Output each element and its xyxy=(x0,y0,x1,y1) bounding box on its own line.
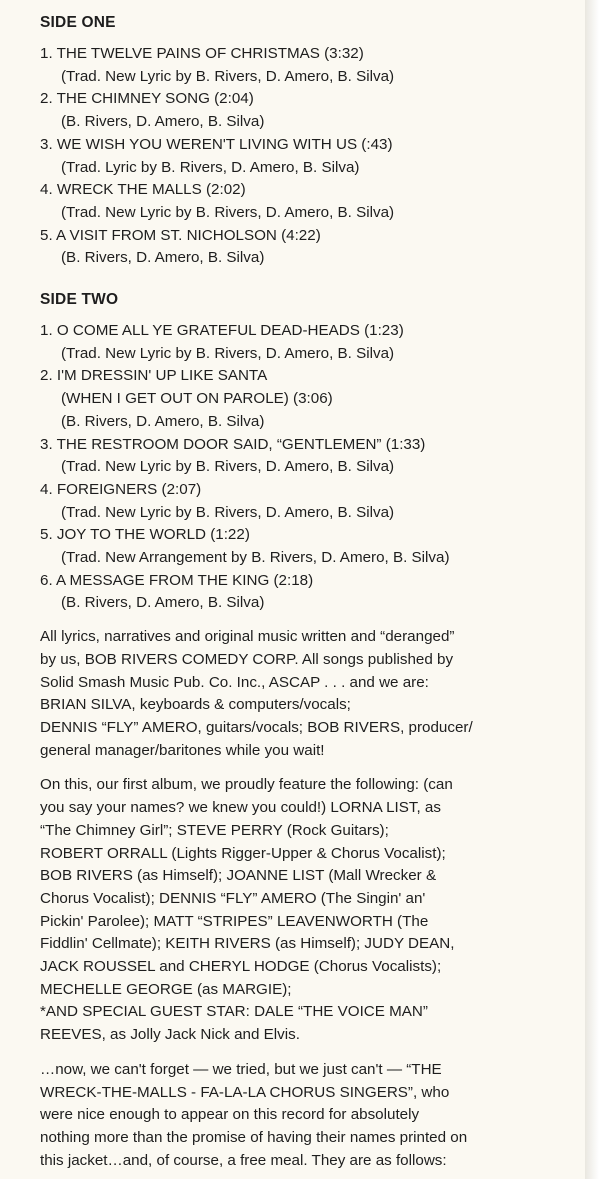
side-two-heading: SIDE TWO xyxy=(40,291,119,309)
paragraph-line: Chorus Vocalist); DENNIS “FLY” AMERO (The Singin' an' xyxy=(40,889,426,907)
paragraph-line: Pickin' Parolee); MATT “STRIPES” LEAVENWORTH (The xyxy=(40,912,429,930)
paragraph-line: All lyrics, narratives and original music written and “deranged” xyxy=(40,628,455,646)
track-item xyxy=(40,179,585,224)
track-credit: (Trad. Lyric by B. Rivers, D. Amero, B. Silva) xyxy=(61,158,360,176)
paragraph-line: …now, we can't forget — we tried, but we just can't — “THE xyxy=(40,1060,442,1078)
track-credit: (B. Rivers, D. Amero, B. Silva) xyxy=(61,412,265,430)
track-credit: (Trad. New Arrangement by B. Rivers, D. Amero, B. Silva) xyxy=(61,549,450,567)
paragraph-line: you say your names? we knew you could!) LORNA LIST, as xyxy=(40,799,441,817)
track-title: 4. WRECK THE MALLS (2:02) xyxy=(40,181,246,199)
paragraph-line: JACK ROUSSEL and CHERYL HODGE (Chorus Vocalists); xyxy=(40,958,442,976)
track-credit: (B. Rivers, D. Amero, B. Silva) xyxy=(61,594,265,612)
page-edge-shadow xyxy=(585,0,599,1179)
chorus-paragraph xyxy=(40,1059,580,1173)
track-item xyxy=(40,88,585,133)
paragraph-line: On this, our first album, we proudly feature the following: (can xyxy=(40,776,453,794)
track-title: 6. A MESSAGE FROM THE KING (2:18) xyxy=(40,571,314,589)
side-one-section xyxy=(40,14,585,270)
paragraph-line: nothing more than the promise of having their names printed on xyxy=(40,1128,468,1146)
paragraph-line: MECHELLE GEORGE (as MARGIE); xyxy=(40,980,292,998)
credits-paragraph xyxy=(40,626,580,762)
track-item xyxy=(40,524,585,569)
side-one-heading: SIDE ONE xyxy=(40,14,116,31)
paragraph-line: BRIAN SILVA, keyboards & computers/vocals; xyxy=(40,696,351,714)
track-item xyxy=(40,225,585,270)
side-two-track-list xyxy=(40,320,585,615)
paragraph-line: ROBERT ORRALL (Lights Rigger-Upper & Chorus Vocalist); xyxy=(40,844,446,862)
track-subtitle: (WHEN I GET OUT ON PAROLE) (3:06) xyxy=(61,390,333,408)
paragraph-line: *AND SPECIAL GUEST STAR: DALE “THE VOICE MAN” xyxy=(40,1003,428,1021)
paragraph-line: “The Chimney Girl”; STEVE PERRY (Rock Guitars); xyxy=(40,821,389,839)
track-credit: (Trad. New Lyric by B. Rivers, D. Amero, B. Silva) xyxy=(61,203,395,221)
track-title: 1. O COME ALL YE GRATEFUL DEAD-HEADS (1:23) xyxy=(40,322,404,340)
side-one-track-list xyxy=(40,43,585,270)
track-item xyxy=(40,570,585,615)
paragraph-line: BOB RIVERS (as Himself); JOANNE LIST (Mall Wrecker & xyxy=(40,867,437,885)
track-title: 5. JOY TO THE WORLD (1:22) xyxy=(40,526,250,544)
paragraph-line: were nice enough to appear on this record for absolutely xyxy=(40,1106,420,1124)
paragraph-line: Solid Smash Music Pub. Co. Inc., ASCAP . . . and we are: xyxy=(40,673,429,691)
track-credit: (Trad. New Lyric by B. Rivers, D. Amero, B. Silva) xyxy=(61,458,395,476)
track-credit: (B. Rivers, D. Amero, B. Silva) xyxy=(61,249,265,267)
track-credit: (Trad. New Lyric by B. Rivers, D. Amero, B. Silva) xyxy=(61,503,395,521)
track-credit: (Trad. New Lyric by B. Rivers, D. Amero, B. Silva) xyxy=(61,344,395,362)
paragraph-line: WRECK-THE-MALLS - FA-LA-LA CHORUS SINGERS”, who xyxy=(40,1083,450,1101)
paragraph-line: this jacket…and, of course, a free meal. They are as follows: xyxy=(40,1151,447,1169)
track-item xyxy=(40,365,585,433)
track-title: 3. THE RESTROOM DOOR SAID, “GENTLEMEN” (1:33) xyxy=(40,435,426,453)
paragraph-line: by us, BOB RIVERS COMEDY CORP. All songs published by xyxy=(40,650,454,668)
paragraph-line: DENNIS “FLY” AMERO, guitars/vocals; BOB RIVERS, producer/ xyxy=(40,718,473,736)
paragraph-line: Fiddlin' Cellmate); KEITH RIVERS (as Himself); JUDY DEAN, xyxy=(40,935,455,953)
track-title: 5. A VISIT FROM ST. NICHOLSON (4:22) xyxy=(40,226,321,244)
track-credit: (B. Rivers, D. Amero, B. Silva) xyxy=(61,113,265,131)
track-item xyxy=(40,434,585,479)
track-item xyxy=(40,134,585,179)
track-credit: (Trad. New Lyric by B. Rivers, D. Amero, B. Silva) xyxy=(61,67,395,85)
featuring-paragraph xyxy=(40,774,580,1046)
track-title: 3. WE WISH YOU WEREN'T LIVING WITH US (:43) xyxy=(40,135,393,153)
track-title: 2. I'M DRESSIN' UP LIKE SANTA xyxy=(40,367,268,385)
track-title: 1. THE TWELVE PAINS OF CHRISTMAS (3:32) xyxy=(40,45,364,62)
side-two-section xyxy=(40,291,585,615)
paragraph-line: general manager/baritones while you wait! xyxy=(40,741,325,759)
track-title: 4. FOREIGNERS (2:07) xyxy=(40,480,202,498)
track-title: 2. THE CHIMNEY SONG (2:04) xyxy=(40,90,254,108)
track-item xyxy=(40,43,585,88)
track-item xyxy=(40,320,585,365)
track-item xyxy=(40,479,585,524)
paragraph-line: REEVES, as Jolly Jack Nick and Elvis. xyxy=(40,1026,300,1044)
